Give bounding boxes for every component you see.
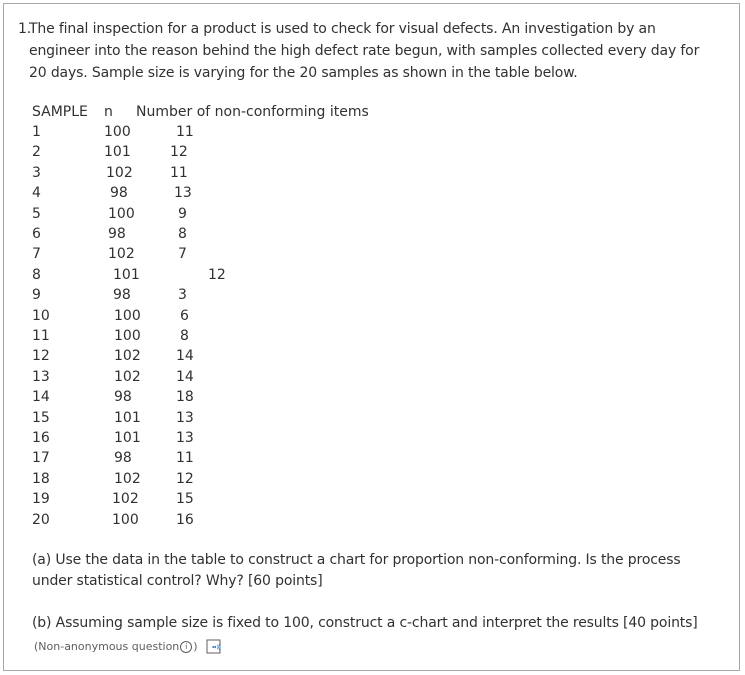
- question-number: 1.: [18, 21, 32, 37]
- cell-sample: 6: [32, 226, 41, 242]
- cell-sample: 1: [32, 124, 41, 140]
- cell-sample: 16: [32, 430, 50, 446]
- cell-n: 102: [114, 348, 141, 365]
- cell-n: 101: [113, 266, 140, 283]
- info-icon[interactable]: i: [180, 641, 192, 653]
- cell-sample: 5: [32, 205, 41, 222]
- cell-items: 7: [178, 246, 187, 263]
- cell-n: 102: [114, 470, 141, 487]
- cell-sample: 11: [32, 328, 50, 344]
- part-a-text: (a) Use the data in the table to construct a chart for proportion non-conforming. Is the process under statistical control? Why? [60 points]: [32, 552, 681, 589]
- cell-items: 8: [178, 226, 187, 242]
- cell-n: 100: [112, 511, 139, 528]
- cell-items: 11: [170, 164, 188, 181]
- cell-n: 102: [114, 368, 141, 385]
- cell-n: 98: [108, 226, 126, 242]
- cell-n: 98: [113, 287, 131, 304]
- cell-sample: 2: [32, 144, 41, 161]
- cell-sample: 12: [32, 348, 50, 365]
- cell-items: 3: [178, 287, 187, 304]
- cell-sample: 3: [32, 164, 41, 181]
- cell-items: 18: [176, 389, 194, 406]
- cell-items: 12: [176, 470, 194, 487]
- cell-sample: 7: [32, 246, 41, 263]
- cell-n: 101: [114, 409, 141, 426]
- cell-items: 11: [176, 124, 194, 140]
- cell-sample: 10: [32, 307, 50, 324]
- header-n: n: [104, 104, 113, 120]
- cell-items: 9: [178, 205, 187, 222]
- header-sample: SAMPLE: [32, 104, 88, 120]
- cell-sample: 20: [32, 511, 50, 528]
- header-items: Number of non-conforming items: [136, 104, 369, 120]
- cell-sample: 17: [32, 450, 50, 467]
- cell-items: 13: [176, 409, 194, 426]
- cell-n: 100: [114, 307, 141, 324]
- cell-items: 12: [208, 266, 226, 283]
- cell-items: 16: [176, 511, 194, 528]
- cell-sample: 15: [32, 409, 50, 426]
- cell-sample: 19: [32, 491, 50, 508]
- cell-items: 12: [170, 144, 188, 161]
- cell-n: 100: [104, 124, 131, 140]
- cell-sample: 8: [32, 266, 41, 283]
- non-anonymous-label: (Non-anonymous question: [34, 640, 180, 653]
- cell-n: 98: [110, 185, 128, 202]
- cell-items: 15: [176, 491, 194, 508]
- cell-items: 8: [180, 328, 189, 344]
- cell-n: 98: [114, 450, 132, 467]
- cell-n: 98: [114, 389, 132, 406]
- cell-n: 102: [112, 491, 139, 508]
- cell-sample: 13: [32, 368, 50, 385]
- question-block: [18, 18, 718, 84]
- speaker-icon[interactable]: [206, 639, 226, 655]
- non-anonymous-label-end: ): [193, 640, 198, 653]
- cell-items: 6: [180, 307, 189, 324]
- question-meta: [34, 639, 226, 655]
- cell-items: 11: [176, 450, 194, 467]
- part-b-text: (b) Assuming sample size is fixed to 100, construct a c-chart and interpret the results [40 points]: [32, 615, 698, 631]
- cell-items: 14: [176, 368, 194, 385]
- question-card: [3, 3, 740, 671]
- cell-items: 13: [176, 430, 194, 446]
- cell-sample: 18: [32, 470, 50, 487]
- cell-items: 13: [174, 185, 192, 202]
- cell-sample: 4: [32, 185, 41, 202]
- cell-n: 102: [108, 246, 135, 263]
- cell-sample: 9: [32, 287, 41, 304]
- cell-n: 101: [104, 144, 131, 161]
- cell-n: 101: [114, 430, 141, 446]
- cell-sample: 14: [32, 389, 50, 406]
- cell-n: 100: [114, 328, 141, 344]
- question-text: The final inspection for a product is used to check for visual defects. An investigation by an engineer into the reason behind the high defect rate begun, with samples collected every day for 20 days. Sample size is varying for the 20 samples as shown in the table below.: [29, 21, 700, 81]
- cell-n: 102: [106, 164, 133, 181]
- cell-n: 100: [108, 205, 135, 222]
- cell-items: 14: [176, 348, 194, 365]
